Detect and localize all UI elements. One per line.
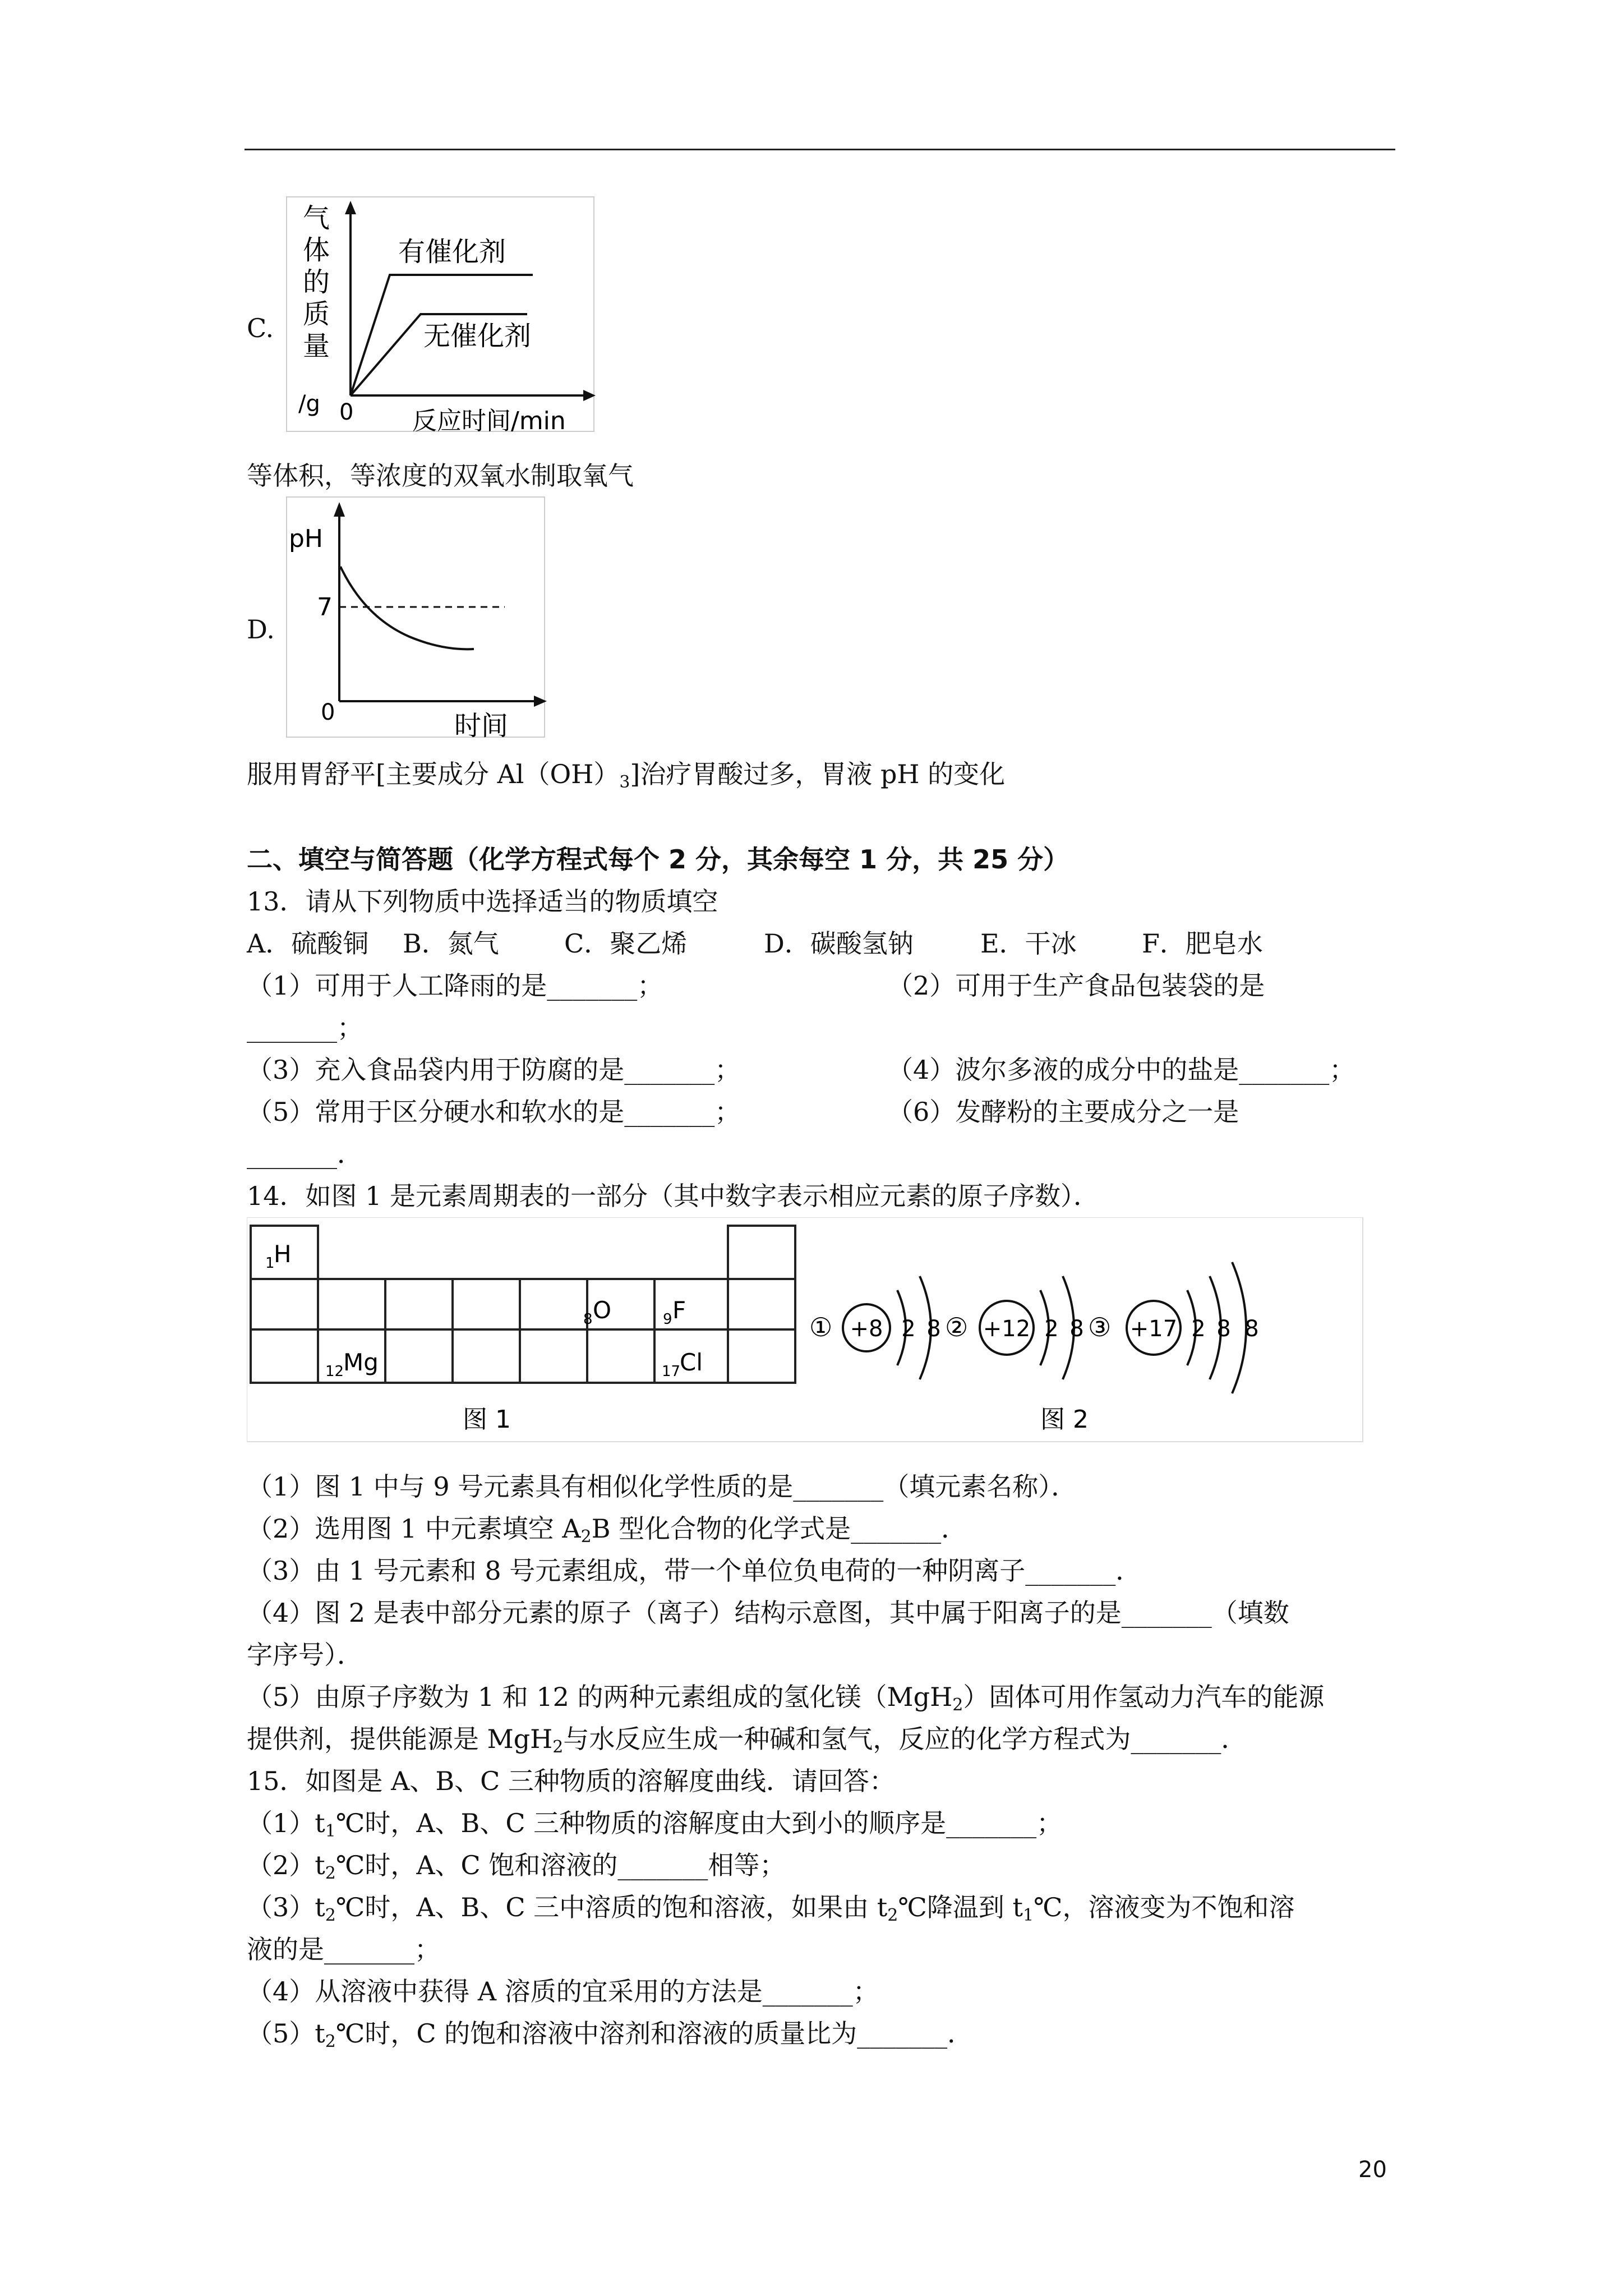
q15-sub-2: $(2)t_2℃$时，A、C 饱和溶液的_______相等； bbox=[247, 1850, 786, 1883]
q15-sub-4: （4）从溶液中获得 A 溶质的宜采用的方法是_______； bbox=[247, 1976, 879, 2007]
option-d-label: D. bbox=[247, 614, 275, 645]
q13-item-6-blank: _______． bbox=[247, 1139, 363, 1169]
option-c-y-axis-6: /g bbox=[298, 391, 320, 417]
q15-sub-5: $(5)t_2℃$时，C 的饱和溶液中溶剂和溶液的质量比为_______． bbox=[247, 2018, 974, 2051]
q13-option-b: B．氮气 bbox=[403, 928, 499, 959]
atom-3-nucleus: +17 bbox=[1129, 1316, 1178, 1342]
atom-2-shell-1: 2 bbox=[1044, 1316, 1059, 1342]
option-c-graph bbox=[286, 196, 600, 438]
figure-2-caption: 图 2 bbox=[1040, 1405, 1089, 1434]
q14-sub-1: （1）图 1 中与 9 号元素具有相似化学性质的是_______（填元素名称）． bbox=[247, 1471, 1077, 1502]
atom-1-shell-2: 8 bbox=[926, 1316, 941, 1342]
f-number: 9 bbox=[663, 1311, 672, 1328]
atom-3-id: ③ bbox=[1088, 1312, 1112, 1342]
atom-3-shell-2: 8 bbox=[1216, 1316, 1231, 1342]
option-c-origin: 0 bbox=[339, 399, 354, 425]
h-symbol: H bbox=[274, 1240, 292, 1268]
option-d-caption: 服用胃舒平[主要成分 $Al(OH)_3$]治疗胃酸过多，胃液 pH 的变化 bbox=[247, 759, 1006, 792]
q15-sub-3-cont: 液的是_______； bbox=[247, 1934, 440, 1964]
figure-1-caption: 图 1 bbox=[463, 1405, 511, 1434]
option-c-x-axis: 反应时间/min bbox=[412, 407, 566, 435]
q15-stem: 15．如图是 A、B、C 三种物质的溶解度曲线．请回答： bbox=[247, 1766, 895, 1796]
option-c-series-1: 有催化剂 bbox=[398, 236, 506, 268]
page-number: 20 bbox=[1358, 2157, 1387, 2183]
cl-symbol: Cl bbox=[680, 1349, 703, 1376]
atom-2-id: ② bbox=[945, 1312, 969, 1342]
option-c-y-axis-5: 量 bbox=[303, 330, 330, 362]
atom-1-nucleus: +8 bbox=[850, 1316, 883, 1342]
option-d-x-axis: 时间 bbox=[454, 710, 509, 742]
atom-1-id: ① bbox=[809, 1312, 833, 1342]
q14-sub-4: （4）图 2 是表中部分元素的原子（离子）结构示意图，其中属于阳离子的是_______（填数 bbox=[247, 1598, 1289, 1628]
atom-1-shell-1: 2 bbox=[901, 1316, 916, 1342]
cl-number: 17 bbox=[662, 1363, 681, 1380]
mg-number: 12 bbox=[325, 1363, 344, 1380]
q15-sub-1: $(1)t_1℃$时，A、B、C 三种物质的溶解度由大到小的顺序是_______； bbox=[247, 1808, 1063, 1841]
mg-symbol: Mg bbox=[343, 1349, 379, 1376]
atom-2-shell-2: 8 bbox=[1069, 1316, 1084, 1342]
option-d-graph bbox=[286, 496, 550, 743]
periodic-table-figure bbox=[247, 1217, 1368, 1447]
option-c-label: C. bbox=[247, 313, 274, 343]
q13-item-6: （6）发酵粉的主要成分之一是 bbox=[887, 1097, 1239, 1127]
f-symbol: F bbox=[672, 1296, 686, 1324]
o-symbol: O bbox=[593, 1296, 612, 1324]
q13-stem: 13．请从下列物质中选择适当的物质填空 bbox=[247, 886, 718, 917]
q14-sub-2: （2）选用图 1 中元素填空 $A_2B$ 型化合物的化学式是_______． bbox=[247, 1513, 967, 1547]
atom-3-shell-3: 8 bbox=[1244, 1316, 1259, 1342]
option-c-series-2: 无催化剂 bbox=[423, 320, 532, 352]
q13-item-3: （3）充入食品袋内用于防腐的是_______； bbox=[247, 1055, 741, 1085]
q14-sub-4-cont: 字序号）． bbox=[247, 1640, 363, 1670]
q13-item-2-blank: _______； bbox=[247, 1013, 363, 1043]
q14-sub-5-cont: 提供剂，提供能源是 MgH$_2$与水反应生成一种碱和氢气，反应的化学方程式为_______． bbox=[247, 1724, 1247, 1757]
q13-option-a: A．硫酸铜 bbox=[247, 928, 369, 959]
atom-3-shell-1: 2 bbox=[1191, 1316, 1206, 1342]
q14-stem: 14．如图 1 是元素周期表的一部分（其中数字表示相应元素的原子序数）． bbox=[247, 1181, 1100, 1211]
q13-option-d: D．碳酸氢钠 bbox=[764, 928, 914, 959]
q15-sub-3: $(3)t_2℃$时，A、B、C 三中溶质的饱和溶液，如果由 $t_2℃$降温到 $t_1℃$，溶液变为不饱和溶 bbox=[247, 1892, 1295, 1925]
option-c-y-axis-2: 体 bbox=[303, 234, 330, 266]
atom-2-nucleus: +12 bbox=[983, 1316, 1031, 1342]
q13-option-c: C．聚乙烯 bbox=[564, 928, 688, 959]
h-number: 1 bbox=[265, 1255, 275, 1272]
q13-item-5: （5）常用于区分硬水和软水的是_______； bbox=[247, 1097, 741, 1127]
q13-item-2: （2）可用于生产食品包装袋的是 bbox=[887, 970, 1265, 1001]
q13-option-e: E．干冰 bbox=[980, 928, 1077, 959]
q14-sub-3: （3）由 1 号元素和 8 号元素组成，带一个单位负电荷的一种阴离子_______． bbox=[247, 1556, 1142, 1586]
option-c-y-axis-4: 质 bbox=[303, 298, 330, 330]
option-c-caption: 等体积，等浓度的双氧水制取氧气 bbox=[247, 461, 634, 491]
section-title: 二、填空与简答题（化学方程式每个 2 分，其余每空 1 分，共 25 分） bbox=[247, 844, 1069, 875]
option-c-y-axis-1: 气 bbox=[303, 203, 330, 234]
o-number: 8 bbox=[583, 1311, 593, 1328]
q13-item-1: （1）可用于人工降雨的是_______； bbox=[247, 970, 663, 1001]
option-d-ref-7: 7 bbox=[317, 593, 333, 622]
header-rule bbox=[245, 149, 1395, 150]
q13-option-f: F．肥皂水 bbox=[1142, 928, 1263, 959]
option-d-origin: 0 bbox=[321, 700, 335, 725]
option-c-y-axis-3: 的 bbox=[303, 266, 330, 298]
q13-item-4: （4）波尔多液的成分中的盐是_______； bbox=[887, 1055, 1355, 1085]
q14-sub-5: （5）由原子序数为 1 和 12 的两种元素组成的氢化镁（MgH$_2$）固体可用作氢动力汽车的能源 bbox=[247, 1682, 1325, 1715]
option-d-y-axis: pH bbox=[289, 524, 324, 553]
